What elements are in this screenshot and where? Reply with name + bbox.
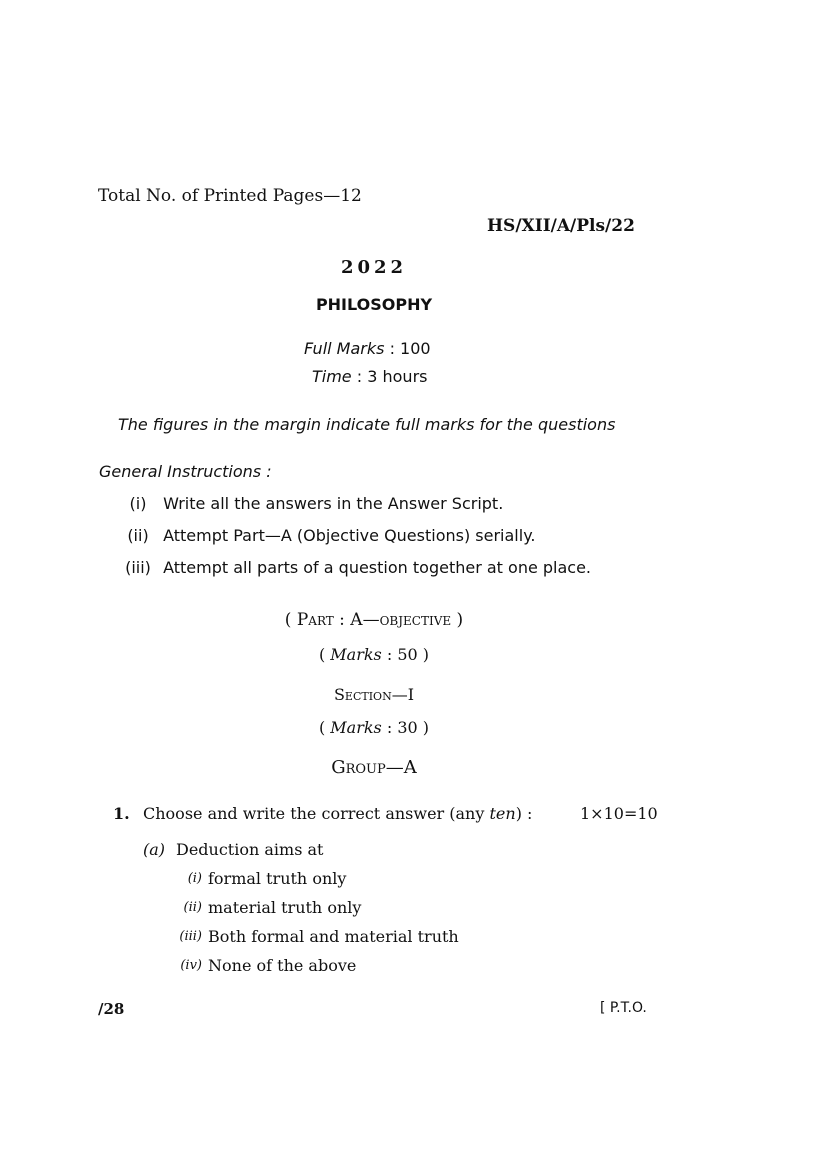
question-marks: 1×10=10 — [580, 804, 658, 823]
subject-title: PHILOSOPHY — [315, 295, 433, 314]
full-marks-value: : 100 — [389, 339, 431, 358]
full-marks-label: Full Marks — [304, 339, 385, 358]
answer-option — [179, 927, 459, 946]
time-line — [312, 367, 427, 386]
footer-code: /28 — [98, 1000, 125, 1018]
option-label: (ii) — [183, 900, 202, 915]
instruction-number: (i) — [129, 494, 147, 513]
section-marks-open: ( — [318, 718, 331, 737]
section-marks-label: Marks — [330, 718, 382, 737]
instruction-text: Attempt Part—A (Objective Questions) serially. — [163, 526, 536, 545]
margin-note: The figures in the margin indicate full marks for the questions — [118, 415, 616, 434]
instruction-text: Write all the answers in the Answer Script. — [163, 494, 504, 513]
section-marks-value: : 30 ) — [386, 718, 430, 737]
time-value: : 3 hours — [356, 367, 428, 386]
footer-pto: [ P.T.O. — [600, 1000, 647, 1016]
full-marks-line — [304, 339, 431, 358]
group-heading: Group—A — [331, 757, 417, 778]
general-instructions-heading: General Instructions : — [99, 462, 272, 481]
instruction-number: (ii) — [127, 526, 149, 545]
option-text: formal truth only — [208, 869, 347, 888]
part-marks — [0, 645, 748, 664]
option-text: None of the above — [208, 956, 357, 975]
exam-year: 2022 — [340, 257, 408, 278]
instruction-item — [118, 526, 535, 545]
answer-option — [183, 898, 362, 917]
question-text-end: ) : — [515, 804, 533, 823]
option-label: (iii) — [179, 929, 202, 944]
part-marks-label: Marks — [330, 645, 382, 664]
question-text-start: Choose and write the correct answer (any — [143, 804, 490, 823]
answer-option — [187, 869, 347, 888]
part-heading: ( Part : A—objective ) — [284, 610, 464, 630]
instruction-item — [118, 558, 591, 577]
option-label: (i) — [187, 871, 202, 886]
instruction-text: Attempt all parts of a question together at one place. — [163, 558, 592, 577]
section-heading: Section—I — [333, 685, 415, 704]
time-label: Time — [312, 367, 352, 386]
option-text: Both formal and material truth — [208, 927, 459, 946]
question-text-emphasis: ten — [489, 804, 516, 823]
instruction-number: (iii) — [125, 558, 151, 577]
instruction-item — [118, 494, 503, 513]
option-text: material truth only — [208, 898, 362, 917]
subquestion-text: Deduction aims at — [176, 840, 324, 859]
part-marks-open: ( — [318, 645, 331, 664]
subquestion-label: (a) — [143, 840, 166, 859]
total-printed-pages: Total No. of Printed Pages—12 — [98, 186, 362, 206]
answer-option — [180, 956, 357, 975]
option-label: (iv) — [180, 958, 202, 973]
question-text — [143, 804, 532, 823]
question-number: 1. — [113, 804, 130, 823]
section-marks — [0, 718, 748, 737]
part-marks-value: : 50 ) — [386, 645, 430, 664]
paper-code: HS/XII/A/Pls/22 — [487, 216, 635, 236]
